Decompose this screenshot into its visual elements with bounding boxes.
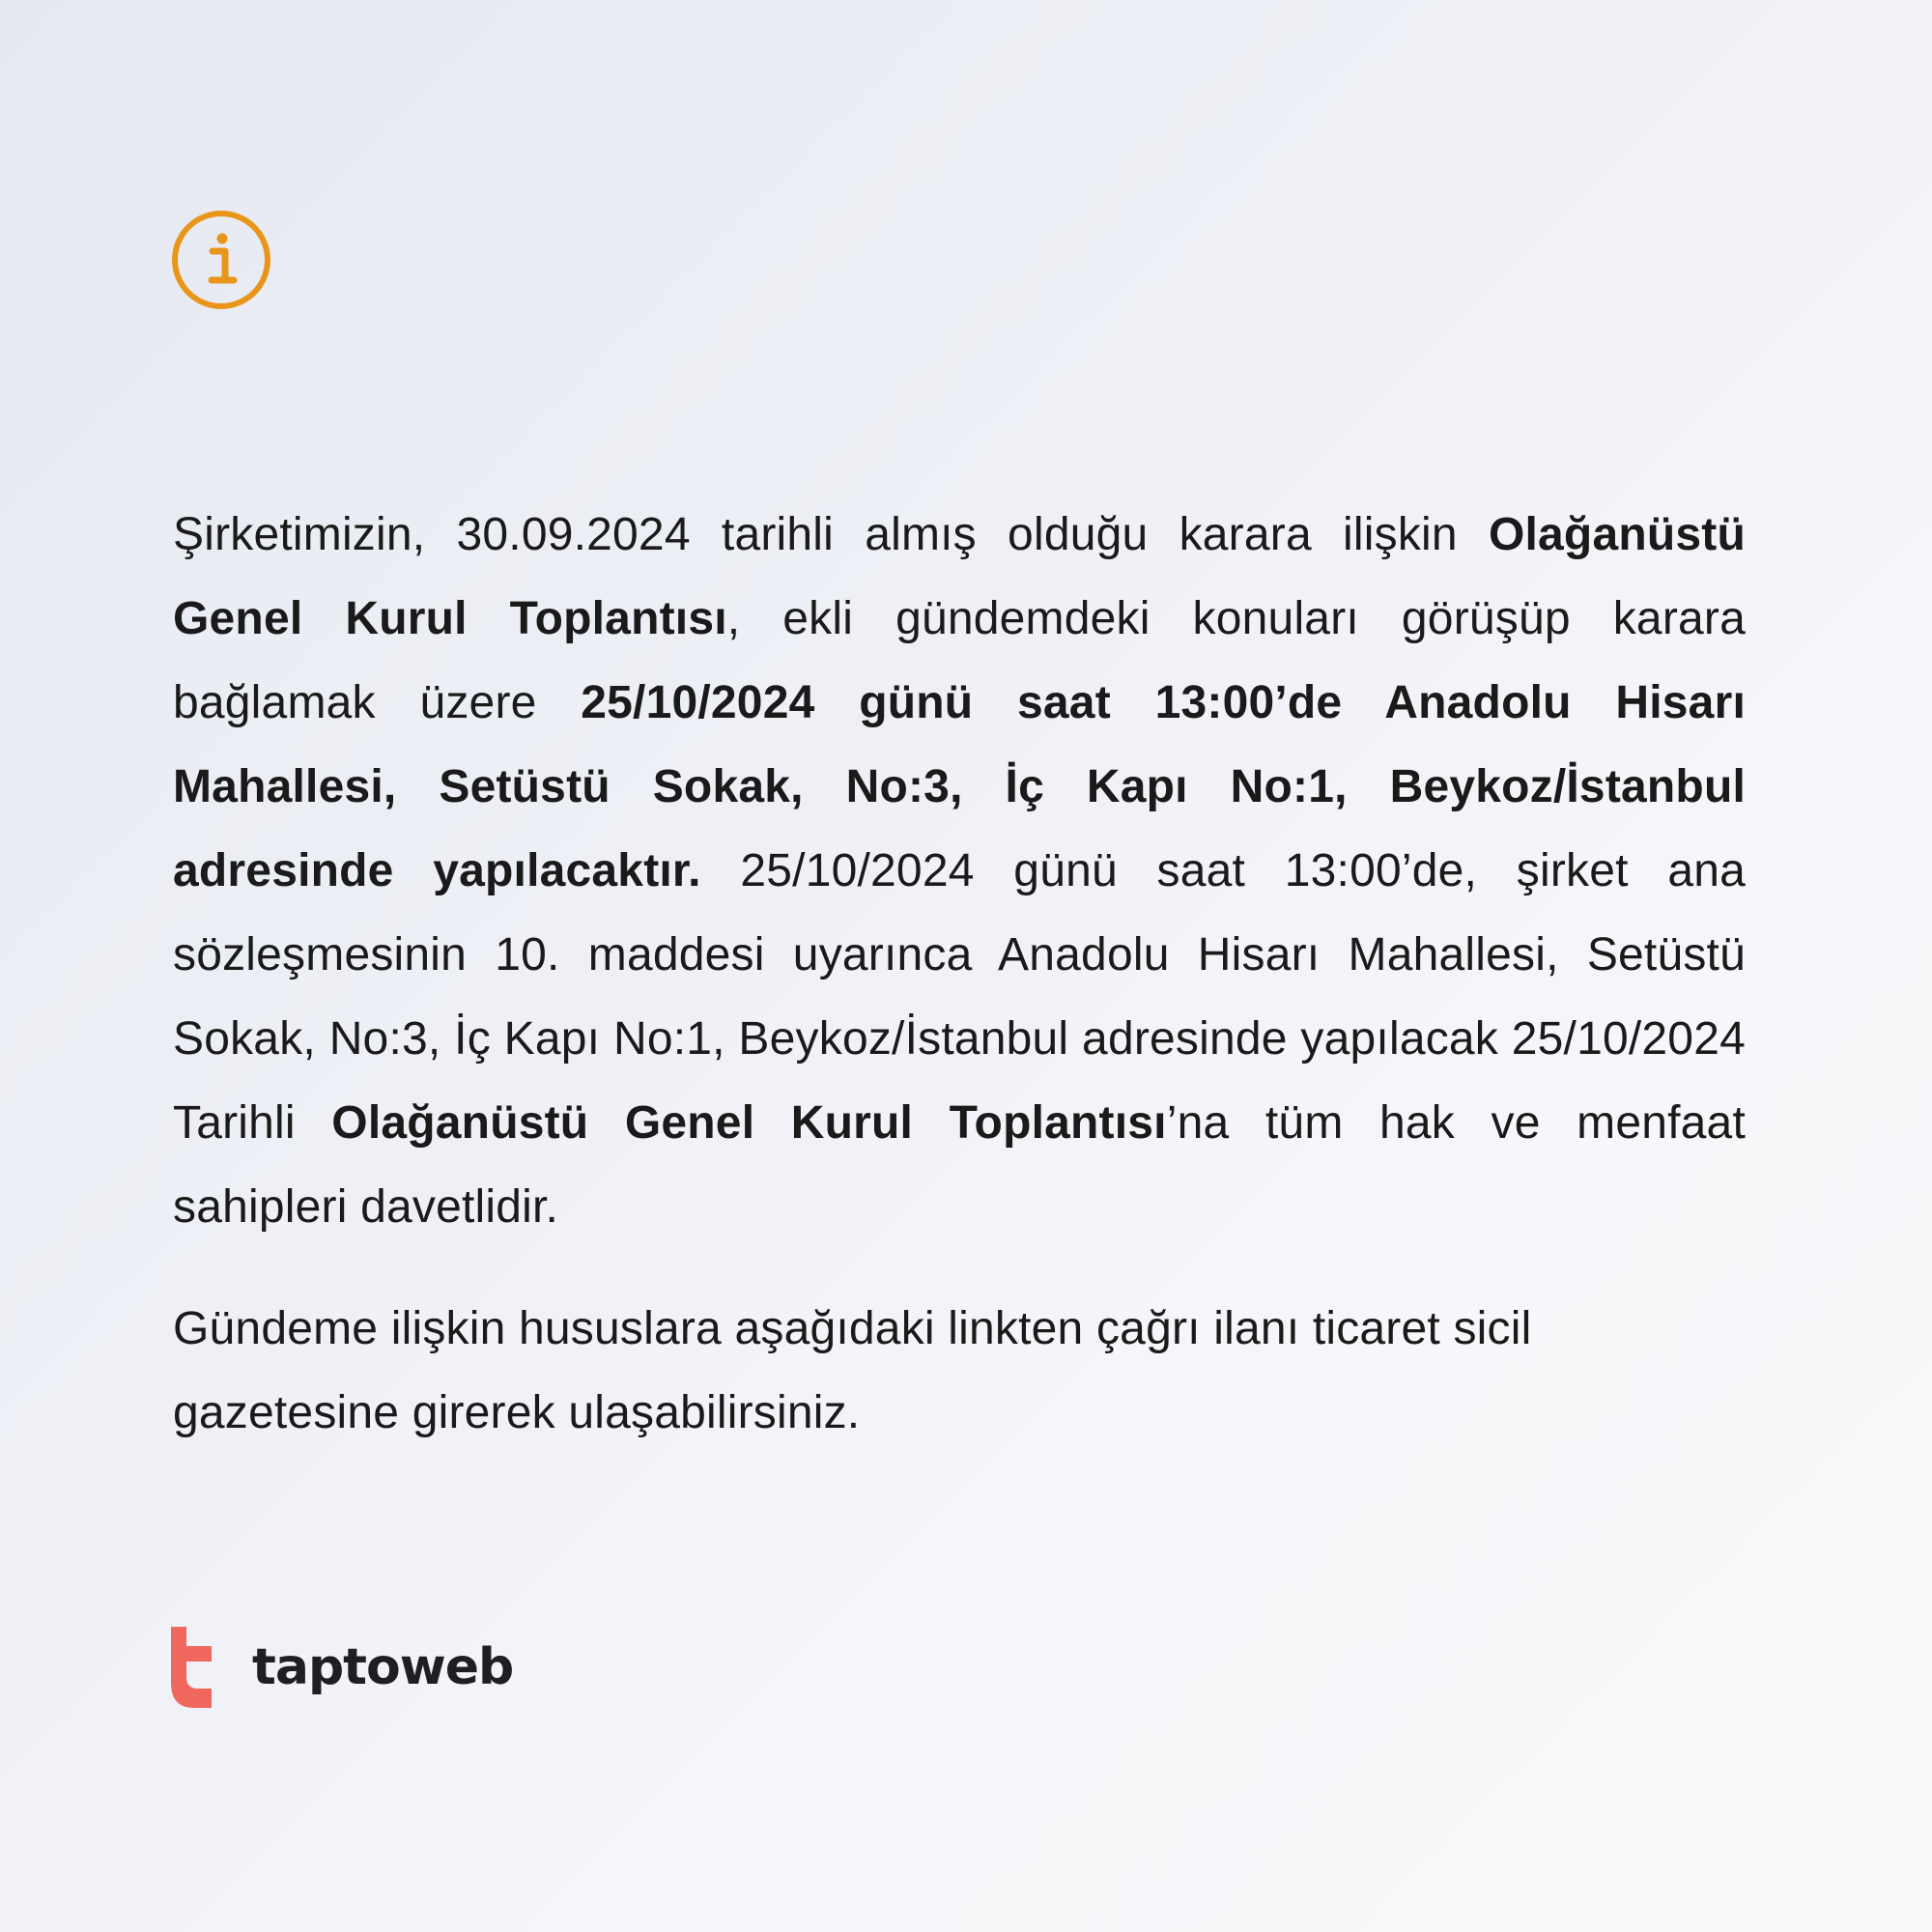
text-segment-2: , ekli gündemdeki konuları görüşüp karara bağlamak üzere (173, 593, 1746, 728)
announcement-content (173, 493, 1746, 1455)
text-segment-4: ’na tüm hak ve menfaat sahipleri davetlidir. (173, 1097, 1746, 1233)
text-segment-3: 25/10/2024 günü saat 13:00’de, şirket ana sözleşmesinin 10. maddesi uyarınca Anadolu Hisarı Mahallesi, Setüstü Sokak, No:3, İç Kapı No:1, Beykoz/İstanbul adresinde yapılacak 25/10/2024 Tarihli (173, 845, 1747, 1149)
text-segment-1: Şirketimizin, 30.09.2024 tarihli almış olduğu karara ilişkin (173, 509, 1489, 560)
info-icon (170, 209, 272, 311)
meeting-name-bold-1: Olağanüstü Genel Kurul Toplantısı (173, 509, 1746, 644)
announcement-paragraph (173, 493, 1746, 1249)
taptoweb-logo-mark-icon (171, 1627, 212, 1708)
meeting-date-address-bold: 25/10/2024 günü saat 13:00’de Anadolu Hisarı Mahallesi, Setüstü Sokak, No:3, İç Kapı No:1, Beykoz/İstanbul adresinde yapılacaktır. (173, 677, 1746, 896)
taptoweb-logo (171, 1627, 513, 1708)
agenda-info-paragraph: Gündeme ilişkin hususlara aşağıdaki linkten çağrı ilanı ticaret sicil gazetesine girerek ulaşabilirsiniz. (173, 1303, 1532, 1438)
logo-wordmark: taptoweb (252, 1638, 514, 1696)
meeting-name-bold-2: Olağanüstü Genel Kurul Toplantısı (331, 1097, 1167, 1149)
